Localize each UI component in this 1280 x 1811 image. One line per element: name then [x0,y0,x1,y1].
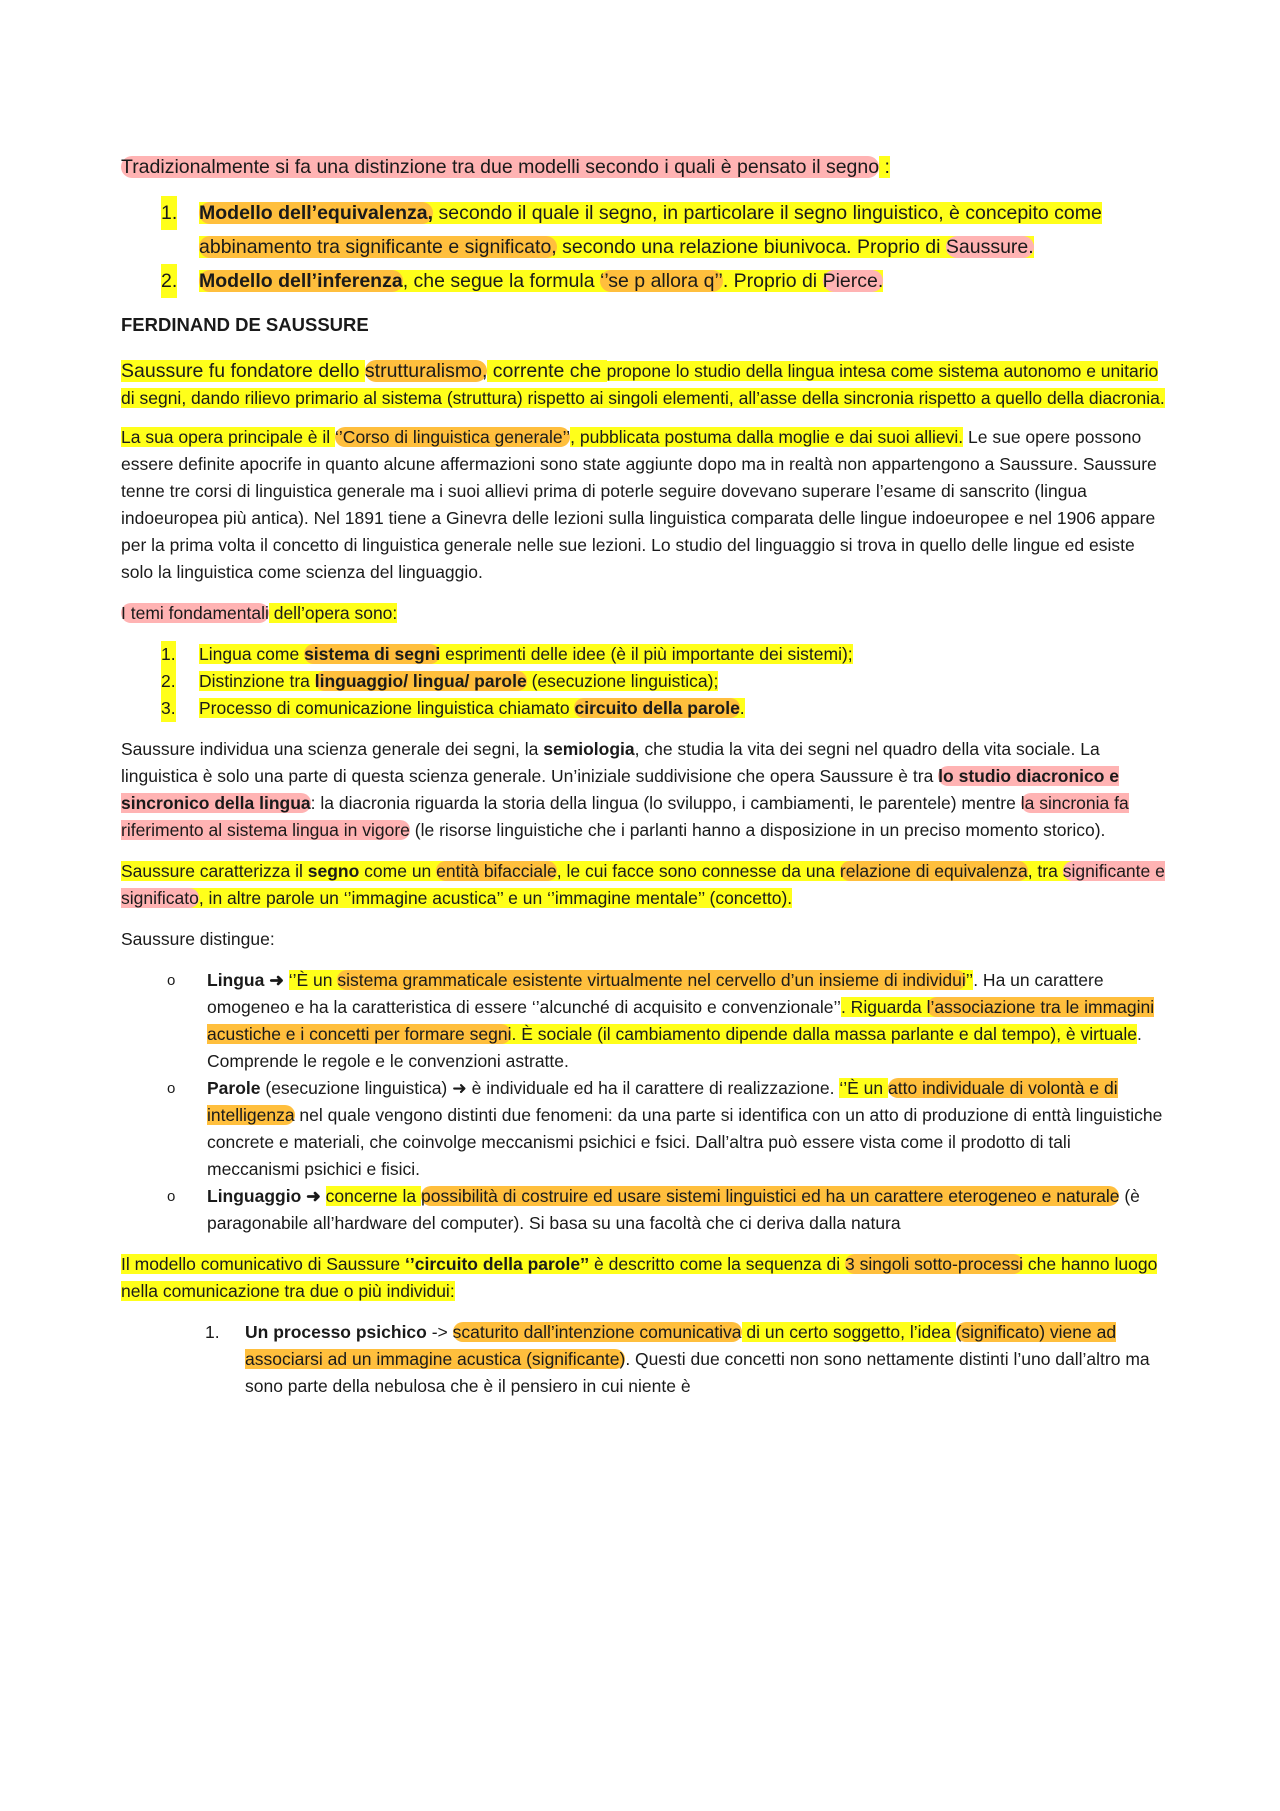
paragraph-strutturalismo: Saussure fu fondatore dello strutturalismo, corrente che propone lo studio della lingua intesa come sistema autonomo e unitario di segni, dando rilievo primario al sistema (struttura) rispetto ai singoli elementi, all’asse della sincronia rispetto a quello della diacronia. [121,360,1165,408]
list-item: 1. Un processo psichico -> scaturito dall’intenzione comunicativa di un certo soggetto, l’idea (significato) viene ad associarsi ad un immagine acustica (significante). Questi due concetti non sono nettamente distinti l’uno dall’altro ma sono parte della nebulosa che è il pensiero in cui niente è [205,1322,1150,1396]
list-item: 1. Lingua come sistema di segni esprimenti delle idee (è il più importante dei sistemi); [121,641,1166,668]
section-heading: FERDINAND DE SAUSSURE [121,314,369,335]
list-item: 2. Distinzione tra linguaggio/ lingua/ parole (esecuzione linguistica); [121,668,1166,695]
intro-paragraph [121,150,1166,184]
list-item: o Parole (esecuzione linguistica) ➜ è individuale ed ha il carattere di realizzazione. ‘’È un atto individuale di volontà e di intelligenza nel quale vengono distinti due fenomeni: da una parte si identifica con un atto di produzione di enttà linguistiche concrete e materiali, che coinvolge meccanismi psichici e fsici. Dall’altra può essere vista come il prodotto di tali meccanismi psichici e fisici. [167,1078,1163,1179]
paragraph-circuito: Il modello comunicativo di Saussure ‘’circuito della parole’’ è descritto come la sequenza di 3 singoli sotto-processi che hanno luogo nella comunicazione tra due o più individui: [121,1254,1158,1301]
list-item: 3. Processo di comunicazione linguistica chiamato circuito della parole. [121,695,1166,722]
document-body [121,150,1166,1400]
process-list [121,1319,1166,1400]
paragraph-semiologia: Saussure individua una scienza generale dei segni, la semiologia, che studia la vita dei segni nel quadro della vita sociale. La linguistica è solo una parte di questa scienza generale. Un’iniziale suddivisione che opera Saussure è tra lo studio diacronico e sincronico della lingua: la diacronia riguarda la storia della lingua (lo sviluppo, i cambiamenti, le parentele) mentre la sincronia fa riferimento al sistema lingua in vigore (le risorse linguistiche che i parlanti hanno a disposizione in un preciso momento storico). [121,739,1129,840]
list-item: o Linguaggio ➜ concerne la possibilità di costruire ed usare sistemi linguistici ed ha un carattere eterogeneo e naturale (è paragonabile all’hardware del computer). Si basa su una facoltà che ci deriva dalla natura [167,1186,1140,1233]
list-item: 1. Modello dell’equivalenza, secondo il quale il segno, in particolare il segno linguistico, è concepito come abbinamento tra significante e significato, secondo una relazione biunivoca. Proprio di Saussure. [121,196,1166,264]
themes-list [121,641,1166,722]
paragraph-segno: Saussure caratterizza il segno come un entità bifacciale, le cui facce sono connesse da una relazione di equivalenza, tra significante e significato, in altre parole un ‘’immagine acustica’’ e un ‘’immagine mentale’’ (concetto). [121,861,1165,908]
intro-highlight: Tradizionalmente si fa una distinzione tra due modelli secondo i quali è pensato il segno [121,156,880,178]
list-item: o Lingua ➜ ‘’È un sistema grammaticale esistente virtualmente nel cervello d’un insieme di individui’’. Ha un carattere omogeneo e ha la caratteristica di essere ‘’alcunché di acquisito e convenzionale’’. Riguarda l’associazione tra le immagini acustiche e i concetti per formare segni. È sociale (il cambiamento dipende dalla massa parlante e dal tempo), è virtuale. Comprende le regole e le convenzioni astratte. [167,970,1155,1071]
paragraph-opera: La sua opera principale è il ‘’Corso di linguistica generale’’, pubblicata postuma dalla moglie e dai suoi allievi. Le sue opere possono essere definite apocrife in quanto alcune affermazioni sono state aggiunte dopo ma in realtà non appartengono a Saussure. Saussure tenne tre corsi di linguistica generale ma i suoi allievi prima di poterle seguire dovevano superare l’esame di sanscrito (lingua indoeuropea più antica). Nel 1891 tiene a Ginevra delle lezioni sulla linguistica comparata delle lingue indoeuropee e nel 1906 appare per la prima volta il concetto di linguistica generale nelle sue lezioni. Lo studio del linguaggio si trova in quello delle lingue ed esiste solo la linguistica come scienza del linguaggio. [121,427,1157,582]
paragraph-distingue: Saussure distingue: [121,929,275,949]
distinctions-list [121,967,1166,1237]
models-list [121,196,1166,298]
intro-colon: : [879,156,890,178]
list-item: 2. Modello dell’inferenza, che segue la formula ‘’se p allora q’’. Proprio di Pierce. [121,264,1166,298]
paragraph-temi: I temi fondamentali dell’opera sono: [121,603,398,623]
